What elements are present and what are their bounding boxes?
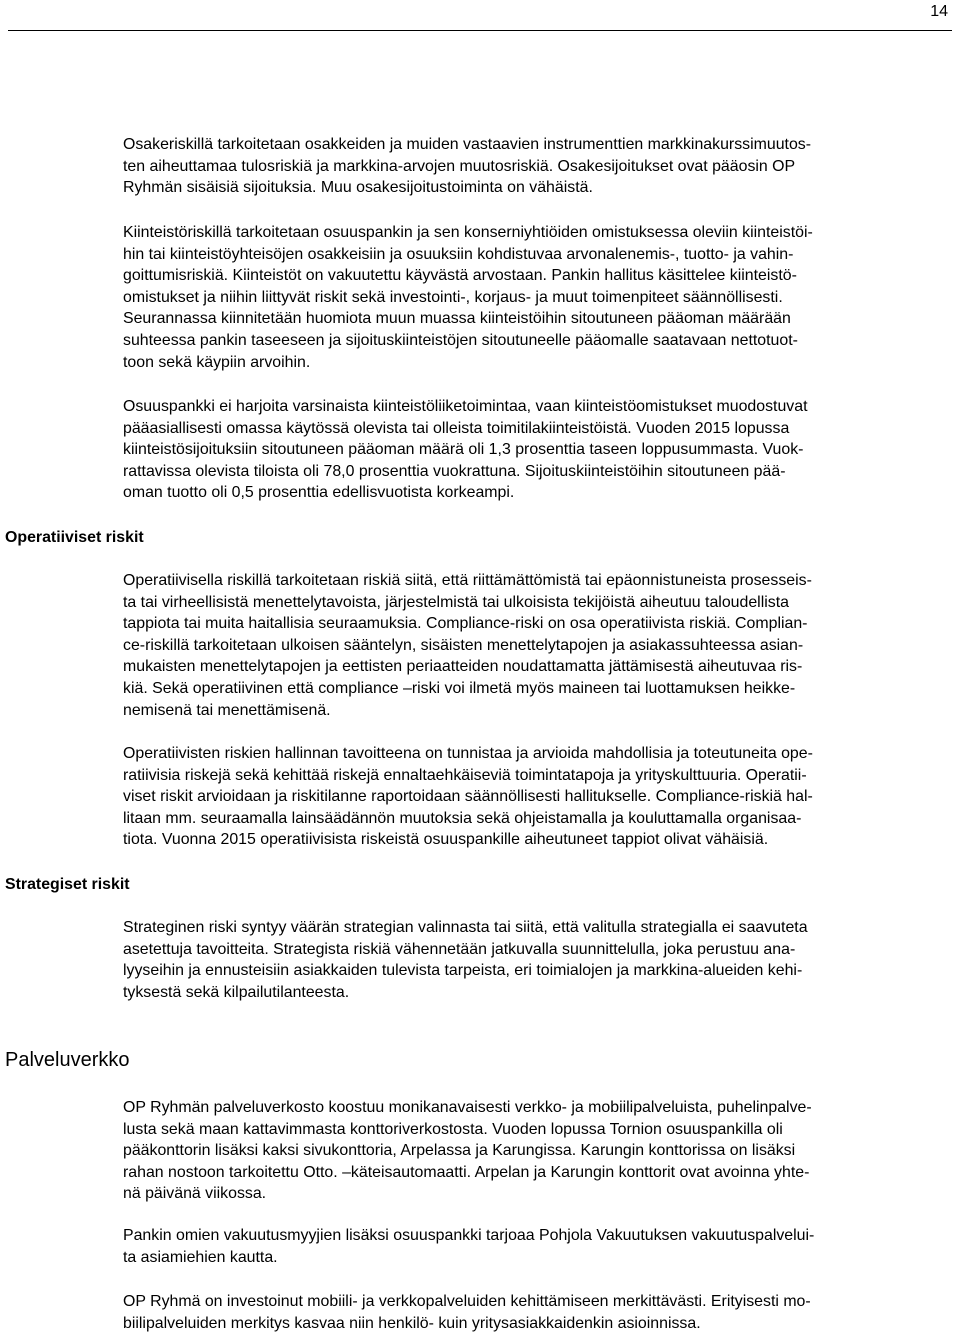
text-line: goittumisriskiä. Kiinteistöt on vakuutettu käyvästä arvostaan. Pankin hallitus käsittelee kiinteistö- <box>123 267 797 285</box>
text-line: suhteessa pankin taseeseen ja sijoituskiinteistöjen sitoutuneelle pääomalle saatavaan nettotuot- <box>123 331 798 349</box>
text-line: viset riskit arvioidaan ja riskitilanne raportoidaan säännöllisesti hallitukselle. Compliance-riskiä hal- <box>123 788 813 806</box>
text-line: toon sekä käypiin arvoihin. <box>123 353 311 371</box>
text-line: mukaisten menettelytapojen ja eettisten periaatteiden noudattamatta jättämisestä aiheutuvaa ris- <box>123 658 803 676</box>
text-line: litaan mm. seuraamalla lainsäädännön muutoksia sekä ohjeistamalla ja kouluttamalla organisaa- <box>123 809 802 827</box>
text-line: ratiivisia riskejä sekä kehittää riskejä ennaltaehkäiseviä toimintatapoja ja yrityskulttuuria. Operatii- <box>123 766 807 784</box>
text-line: Pankin omien vakuutusmyyjien lisäksi osuuspankki tarjoaa Pohjola Vakuutuksen vakuutuspalvelui- <box>123 1227 815 1244</box>
paragraph-strategic-risk <box>123 917 946 1003</box>
paragraph-service-network <box>123 1097 946 1205</box>
text-line: tyksestä sekä kilpailutilanteesta. <box>123 983 350 1001</box>
text-line: Ryhmän sisäisiä sijoituksia. Muu osakesijoitustoiminta on vähäistä. <box>123 179 593 197</box>
text-line: Operatiivisella riskillä tarkoitetaan riskiä siitä, että riittämättömistä tai epäonnistuneista prosesseis- <box>123 572 812 589</box>
text-line: Osakeriskillä tarkoitetaan osakkeiden ja muiden vastaavien instrumenttien markkinakurssimuutos- <box>123 136 812 153</box>
text-line: tiota. Vuonna 2015 operatiivisista riskeistä osuuspankille aiheutuneet tappiot olivat vähäisiä. <box>123 831 769 849</box>
text-line: OP Ryhmän palveluverkosto koostuu monikanavaisesti verkko- ja mobiilipalveluista, puhelinpalve- <box>123 1099 812 1116</box>
paragraph-equity-risk <box>123 134 946 199</box>
text-line: ta asiamiehien kautta. <box>123 1248 278 1266</box>
text-line: Kiinteistöriskillä tarkoitetaan osuuspankin ja sen konserniyhtiöiden omistuksessa oleviin kiinteistöi- <box>123 224 813 241</box>
text-line: Operatiivisten riskien hallinnan tavoitteena on tunnistaa ja arvioida mahdollisia ja toteutuneita ope- <box>123 745 813 762</box>
section-heading-service-network: Palveluverkko <box>5 1049 130 1071</box>
text-line: biilipalveluiden merkitys kasvaa niin henkilö- kuin yritysasiakkaidenkin asioinnissa. <box>123 1314 701 1332</box>
text-line: lyyseihin ja ennusteisiin asiakkaiden tulevista tarpeista, eri toimialojen ja markkina-alueiden kehi- <box>123 962 803 980</box>
text-line: omistukset ja niihin liittyvät riskit sekä investointi-, korjaus- ja muut toimenpiteet säännöllisesti. <box>123 288 783 306</box>
text-line: Osuuspankki ei harjoita varsinaista kiinteistöliiketoimintaa, vaan kiinteistöomistukset muodostuvat <box>123 398 808 415</box>
header-rule <box>8 30 952 31</box>
text-line: pääkonttorin lisäksi kaksi sivukonttoria, Arpelassa ja Karungissa. Karungin konttorissa on lisäksi <box>123 1142 796 1160</box>
page-number: 14 <box>930 3 948 20</box>
text-line: ta tai virheellisistä menettelytavoista, järjestelmistä tai ulkoisista tekijöistä aiheutuu taloudellista <box>123 593 789 611</box>
text-line: OP Ryhmä on investoinut mobiili- ja verkkopalveluiden kehittämiseen merkittävästi. Erityisesti mo- <box>123 1293 811 1310</box>
text-line: nä päivänä viikossa. <box>123 1185 267 1203</box>
text-line: Seurannassa kiinnitetään huomiota muun muassa kiinteistöihin sitoutuneen pääoman määrään <box>123 310 791 328</box>
text-line: rahan nostoon tarkoitettu Otto. –käteisautomaatti. Arpelan ja Karungin konttorit ovat avoinna yhte- <box>123 1163 810 1181</box>
text-line: lusta sekä maan kattavimmasta konttoriverkostosta. Vuoden lopussa Tornion osuuspankilla oli <box>123 1120 783 1138</box>
paragraph-real-estate-risk <box>123 222 946 373</box>
text-line: asetettuja tavoitteita. Strategista riskiä vähennetään jatkuvalla suunnittelulla, joka perustuu ana- <box>123 940 796 958</box>
text-line: rattavissa olevista tiloista oli 78,0 prosenttia vuokrattuna. Sijoituskiinteistöihin sitoutuneen pää- <box>123 462 786 480</box>
paragraph-digital-services <box>123 1291 946 1334</box>
paragraph-insurance-services <box>123 1225 946 1268</box>
side-heading-strategic-risks: Strategiset riskit <box>5 876 130 893</box>
text-line: hin tai kiinteistöyhteisöjen osakkeisiin ja osuuksiin kohdistuvaa arvonalenemis-, tuotto- ja vahin- <box>123 245 794 263</box>
text-line: pääasiallisesti omassa käytössä olevista tai olleista toimitilakiinteistöistä. Vuoden 2015 lopussa <box>123 419 790 437</box>
side-heading-operational-risks: Operatiiviset riskit <box>5 529 144 546</box>
text-line: tappiota tai muita haitallisia seuraamuksia. Compliance-riski on osa operatiivista riskiä. Complian- <box>123 615 808 633</box>
text-line: oman tuotto oli 0,5 prosenttia edellisvuotista korkeampi. <box>123 484 515 502</box>
text-line: Strateginen riski syntyy väärän strategian valinnasta tai siitä, että valitulla strategialla ei saavuteta <box>123 919 808 936</box>
paragraph-real-estate-business <box>123 396 946 504</box>
text-line: kiä. Sekä operatiivinen että compliance –riski voi ilmetä myös maineen tai luottamuksen heikke- <box>123 679 796 697</box>
text-line: nemisenä tai menettämisenä. <box>123 701 331 719</box>
text-line: kiinteistösijoituksiin sitoutuneen pääoman määrä oli 1,3 prosenttia taseen loppusummasta. Vuok- <box>123 441 804 459</box>
text-line: ce-riskillä tarkoitetaan ulkoisen sääntelyn, sisäisten menettelytapojen ja asiakassuhteessa asian- <box>123 636 804 654</box>
paragraph-operational-risk-management <box>123 743 946 851</box>
text-line: ten aiheuttamaa tulosriskiä ja markkina-arvojen muutosriskiä. Osakesijoitukset ovat pääosin OP <box>123 157 796 175</box>
paragraph-operational-risk <box>123 570 946 721</box>
